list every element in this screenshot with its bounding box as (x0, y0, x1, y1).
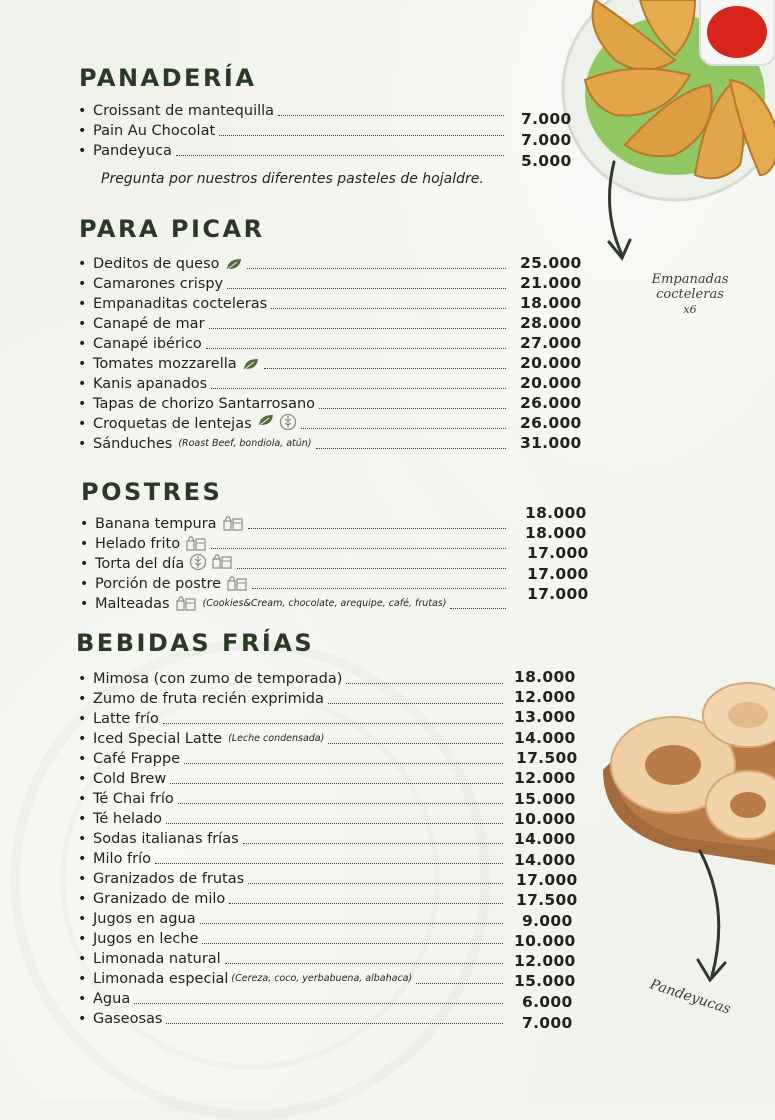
dot-leader (301, 428, 506, 429)
bullet: • (78, 791, 87, 807)
item-name: Torta del día (95, 556, 185, 572)
item-price: 26.000 (520, 394, 582, 412)
item-name: Granizados de frutas (93, 871, 245, 887)
dot-leader (319, 408, 506, 409)
menu-item (78, 970, 505, 988)
menu-item (78, 950, 505, 968)
item-price: 17.000 (527, 544, 589, 562)
pandeyucas-bowl-image (598, 670, 775, 870)
item-price: 17.500 (516, 891, 578, 909)
item-name: Sánduches (93, 436, 173, 452)
item-name: Jugos en leche (93, 931, 199, 947)
dot-leader (346, 683, 503, 684)
dot-leader (264, 368, 506, 369)
item-name: Deditos de queso (93, 256, 220, 272)
menu-item (80, 595, 508, 613)
menu-item (78, 355, 508, 373)
menu-item (78, 690, 505, 708)
arrow-down-icon (600, 160, 640, 265)
lactose-icon (226, 575, 248, 591)
bullet: • (80, 516, 89, 532)
lactose-icon (222, 515, 244, 531)
menu-item (78, 770, 505, 788)
item-price: 17.500 (516, 749, 578, 767)
dot-leader (243, 843, 503, 844)
dot-leader (227, 288, 506, 289)
item-price: 17.000 (527, 585, 589, 603)
item-name: Empanaditas cocteleras (93, 296, 268, 312)
lactose-icon (175, 595, 197, 611)
menu-item (80, 515, 508, 533)
item-price: 5.000 (521, 152, 572, 170)
bullet: • (78, 376, 87, 392)
bullet: • (78, 811, 87, 827)
item-price: 20.000 (520, 374, 582, 392)
dot-leader (200, 923, 503, 924)
bullet: • (78, 931, 87, 947)
item-price: 7.000 (521, 110, 572, 128)
dot-leader (247, 268, 506, 269)
dot-leader (163, 723, 503, 724)
bullet: • (78, 316, 87, 332)
item-name: Porción de postre (95, 576, 222, 592)
bullet: • (78, 1011, 87, 1027)
item-price: 12.000 (514, 688, 576, 706)
bullet: • (78, 691, 87, 707)
menu-item (78, 315, 508, 333)
menu-item (78, 375, 508, 393)
empanadas-plate-image (555, 0, 775, 205)
bullet: • (78, 851, 87, 867)
dot-leader (237, 568, 506, 569)
item-name: Milo frío (93, 851, 152, 867)
menu-item (78, 710, 505, 728)
dot-leader (328, 703, 503, 704)
item-name: Granizado de milo (93, 891, 226, 907)
item-name: Mimosa (con zumo de temporada) (93, 671, 343, 687)
menu-item (78, 275, 508, 293)
bullet: • (78, 143, 87, 159)
arrow-down-icon (690, 848, 735, 988)
bullet: • (78, 256, 87, 272)
item-name: Banana tempura (95, 516, 217, 532)
item-price: 18.000 (520, 294, 582, 312)
item-name: Pandeyuca (93, 143, 172, 159)
item-name: Limonada especial (93, 971, 229, 987)
dot-leader (166, 1023, 503, 1024)
bullet: • (78, 356, 87, 372)
section-title-bebidas-frias: BEBIDAS FRÍAS (76, 629, 315, 657)
bullet: • (78, 396, 87, 412)
bullet: • (78, 891, 87, 907)
bullet: • (78, 951, 87, 967)
menu-item (78, 930, 505, 948)
bullet: • (78, 911, 87, 927)
menu-item (78, 830, 505, 848)
item-price: 21.000 (520, 274, 582, 292)
item-name: Café Frappe (93, 751, 181, 767)
item-price: 25.000 (520, 254, 582, 272)
item-name: Camarones crispy (93, 276, 224, 292)
menu-item (78, 870, 505, 888)
item-price: 15.000 (514, 790, 576, 808)
item-price: 18.000 (514, 668, 576, 686)
bullet: • (80, 536, 89, 552)
menu-item (78, 750, 505, 768)
item-price: 31.000 (520, 434, 582, 452)
item-price: 12.000 (514, 952, 576, 970)
item-price: 27.000 (520, 334, 582, 352)
dot-leader (219, 135, 504, 136)
item-price: 15.000 (514, 972, 576, 990)
menu-item (78, 890, 505, 908)
leaf-icon (225, 257, 243, 271)
menu-item (78, 850, 505, 868)
dot-leader (248, 528, 506, 529)
caption-empanadas (630, 272, 750, 317)
dot-leader (178, 803, 503, 804)
pastry-note: Pregunta por nuestros diferentes pasteles de hojaldre. (101, 171, 484, 187)
bullet: • (78, 971, 87, 987)
dot-leader (450, 608, 506, 609)
menu-item (78, 810, 505, 828)
menu-item (80, 555, 508, 573)
menu-item (78, 1010, 505, 1028)
caption-empanadas-qty: x6 (683, 303, 697, 316)
menu-item (78, 335, 508, 353)
dot-leader (248, 883, 503, 884)
bullet: • (78, 711, 87, 727)
bullet: • (78, 991, 87, 1007)
menu-item (78, 790, 505, 808)
menu-item (78, 142, 506, 160)
dot-leader (166, 823, 503, 824)
gluten-free-icon (189, 553, 207, 571)
item-name: Iced Special Latte (93, 731, 223, 747)
menu-item (78, 435, 508, 453)
item-price: 17.000 (516, 871, 578, 889)
bullet: • (80, 576, 89, 592)
item-price: 20.000 (520, 354, 582, 372)
item-price: 14.000 (514, 851, 576, 869)
item-name: Croquetas de lentejas (93, 416, 252, 432)
item-note: (Roast Beef, bondiola, atún) (178, 438, 312, 449)
dot-leader (316, 448, 506, 449)
dot-leader (416, 983, 503, 984)
item-name: Sodas italianas frías (93, 831, 239, 847)
dot-leader (271, 308, 506, 309)
item-name: Pain Au Chocolat (93, 123, 216, 139)
menu-item (78, 255, 508, 273)
item-name: Zumo de fruta recién exprimida (93, 691, 324, 707)
dot-leader (229, 903, 503, 904)
bullet: • (78, 831, 87, 847)
menu-item (80, 535, 508, 553)
dot-leader (328, 743, 503, 744)
menu-item (78, 395, 508, 413)
item-price: 10.000 (514, 810, 576, 828)
lactose-icon (211, 553, 233, 569)
dot-leader (202, 943, 503, 944)
dot-leader (170, 783, 503, 784)
bullet: • (78, 296, 87, 312)
item-name: Tomates mozzarella (93, 356, 237, 372)
bullet: • (78, 731, 87, 747)
menu-item (78, 730, 505, 748)
item-note: (Cereza, coco, yerbabuena, albahaca) (231, 973, 413, 984)
item-name: Malteadas (95, 596, 170, 612)
bullet: • (78, 771, 87, 787)
item-name: Té helado (93, 811, 163, 827)
item-name: Canapé de mar (93, 316, 205, 332)
bullet: • (78, 103, 87, 119)
item-note: (Cookies&Cream, chocolate, arequipe, café, frutas) (202, 598, 447, 609)
bullet: • (78, 276, 87, 292)
item-price: 14.000 (514, 729, 576, 747)
dot-leader (278, 115, 504, 116)
item-price: 13.000 (514, 708, 576, 726)
item-name: Limonada natural (93, 951, 221, 967)
menu-item (78, 910, 505, 928)
item-name: Kanis apanados (93, 376, 208, 392)
bullet: • (78, 871, 87, 887)
dot-leader (225, 963, 503, 964)
dot-leader (211, 388, 506, 389)
bullet: • (78, 671, 87, 687)
item-price: 10.000 (514, 932, 576, 950)
dot-leader (184, 763, 503, 764)
item-name: Croissant de mantequilla (93, 103, 275, 119)
gluten-free-icon (279, 413, 297, 431)
bullet: • (80, 596, 89, 612)
leaf-icon (242, 357, 260, 371)
item-price: 17.000 (527, 565, 589, 583)
item-name: Jugos en agua (93, 911, 196, 927)
menu-item (78, 295, 508, 313)
item-price: 28.000 (520, 314, 582, 332)
bullet: • (78, 336, 87, 352)
item-price: 18.000 (525, 524, 587, 542)
item-name: Té Chai frío (93, 791, 174, 807)
item-name: Tapas de chorizo Santarrosano (93, 396, 316, 412)
leaf-icon (257, 413, 275, 427)
dot-leader (252, 588, 506, 589)
menu-item (78, 122, 506, 140)
section-title-para-picar: PARA PICAR (79, 215, 265, 243)
menu-item (80, 575, 508, 593)
item-price: 6.000 (522, 993, 573, 1011)
item-price: 12.000 (514, 769, 576, 787)
caption-pandeyucas-text: Pandeyucas (647, 976, 733, 1018)
item-name: Latte frío (93, 711, 159, 727)
item-price: 9.000 (522, 912, 573, 930)
menu-item (78, 102, 506, 120)
item-name: Gaseosas (93, 1011, 163, 1027)
item-note: (Leche condensada) (228, 733, 325, 744)
menu-item (78, 415, 508, 433)
item-name: Helado frito (95, 536, 181, 552)
caption-empanadas-text: Empanadas cocteleras (651, 272, 729, 302)
item-price: 18.000 (525, 504, 587, 522)
item-price: 7.000 (521, 131, 572, 149)
item-name: Canapé ibérico (93, 336, 202, 352)
item-name: Agua (93, 991, 131, 1007)
dot-leader (206, 348, 506, 349)
menu-item (78, 990, 505, 1008)
menu-item (78, 670, 505, 688)
bullet: • (78, 123, 87, 139)
bullet: • (78, 416, 87, 432)
item-price: 14.000 (514, 830, 576, 848)
section-title-panaderia: PANADERÍA (79, 64, 257, 92)
dot-leader (211, 548, 506, 549)
item-price: 26.000 (520, 414, 582, 432)
item-name: Cold Brew (93, 771, 167, 787)
lactose-icon (185, 535, 207, 551)
dot-leader (155, 863, 503, 864)
bullet: • (80, 556, 89, 572)
bullet: • (78, 436, 87, 452)
item-price: 7.000 (522, 1014, 573, 1032)
bullet: • (78, 751, 87, 767)
dot-leader (209, 328, 506, 329)
section-title-postres: POSTRES (81, 478, 223, 506)
dot-leader (134, 1003, 503, 1004)
dot-leader (176, 155, 504, 156)
